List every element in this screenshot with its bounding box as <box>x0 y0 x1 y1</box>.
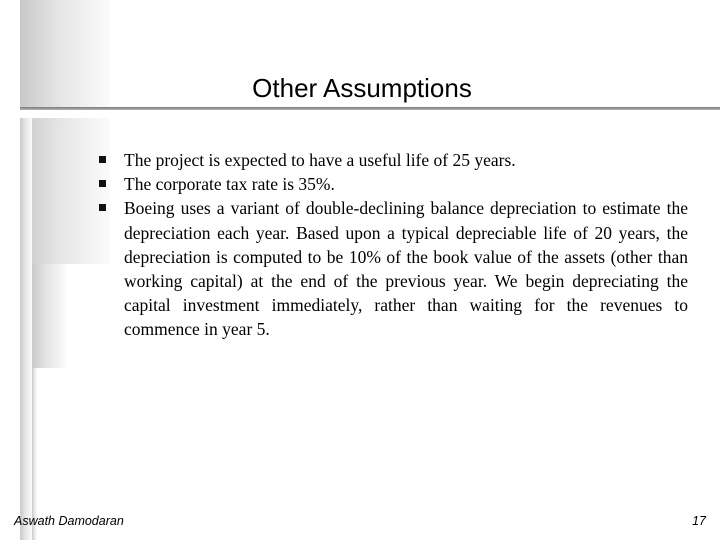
bullet-list <box>96 148 688 342</box>
list-item <box>96 172 688 196</box>
square-bullet-icon <box>99 204 106 211</box>
page-number: 17 <box>692 514 706 528</box>
bullet-text: The corporate tax rate is 35%. <box>124 174 335 195</box>
square-bullet-icon <box>99 156 106 163</box>
title-divider <box>20 107 720 110</box>
bullet-text: The project is expected to have a useful life of 25 years. <box>124 150 516 170</box>
slide-title: Other Assumptions <box>252 73 472 103</box>
decor-strip-long <box>20 118 32 540</box>
list-item <box>96 148 688 172</box>
decor-strip-small <box>32 306 66 368</box>
list-item <box>96 196 688 341</box>
square-bullet-icon <box>99 180 106 187</box>
bullet-text: Boeing uses a variant of double-declining balance depreciation to estimate the depreciation each year. Based upon a typical depreciable life of 20 years, the depreciation is computed to be 10% of the book value of the assets (other than working capital) at the end of the previous year. We begin depreciating the capital investment immediately, rather than waiting for the revenues to commence in year 5. <box>124 198 688 340</box>
footer-author: Aswath Damodaran <box>14 514 124 528</box>
decor-strip-lower <box>32 264 66 306</box>
